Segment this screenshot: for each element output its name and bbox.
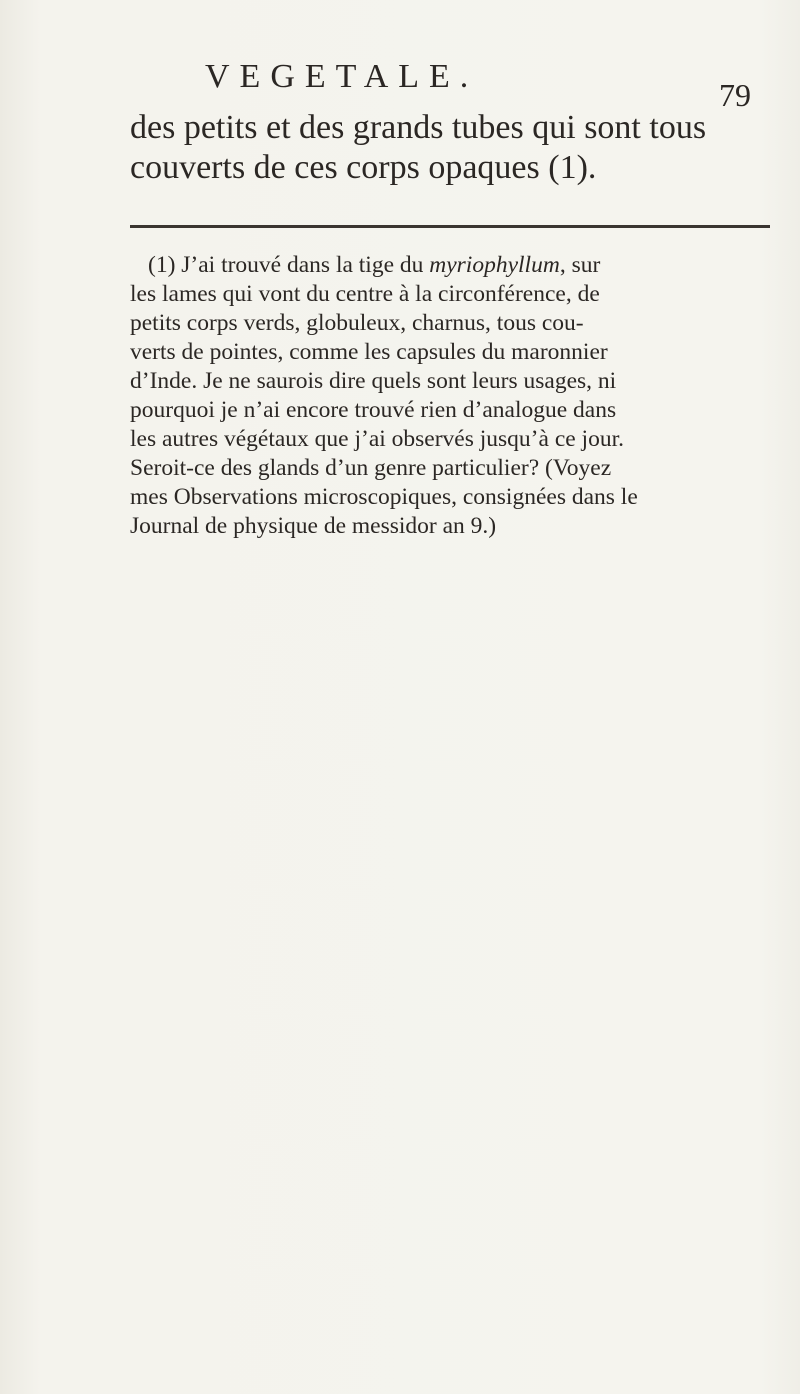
footnote-line: verts de pointes, comme les capsules du maronnier	[130, 339, 608, 365]
footnote	[130, 251, 775, 541]
footnote-line-end: , sur	[559, 252, 601, 278]
footnote-line: Seroit-ce des glands d’un genre particulier? (Voyez	[130, 455, 612, 481]
footnote-line-start: (1) J’ai trouvé dans la tige du	[148, 252, 430, 278]
footnote-line	[130, 251, 775, 280]
footnote-italic-term: myriophyllum	[429, 252, 560, 278]
footnote-line: les autres végétaux que j’ai observés jusqu’à ce jour.	[130, 426, 624, 452]
body-line: des petits et des grands tubes qui sont tous	[130, 109, 707, 146]
footnote-line: mes Observations microscopiques, consignées dans le	[130, 484, 638, 510]
body-line: couverts de ces corps opaques (1).	[130, 149, 597, 186]
footnote-line: pourquoi je n’ai encore trouvé rien d’analogue dans	[130, 397, 617, 423]
footnote-line: petits corps verds, globuleux, charnus, tous cou-	[130, 310, 584, 336]
footnote-separator-rule	[130, 225, 770, 228]
body-text	[130, 108, 770, 188]
running-head: VEGETALE.	[205, 58, 479, 95]
page-number: 79	[719, 77, 751, 113]
footnote-line: les lames qui vont du centre à la circonférence, de	[130, 281, 600, 307]
footnote-line: d’Inde. Je ne saurois dire quels sont leurs usages, ni	[130, 368, 617, 394]
footnote-line: Journal de physique de messidor an 9.)	[130, 513, 497, 539]
